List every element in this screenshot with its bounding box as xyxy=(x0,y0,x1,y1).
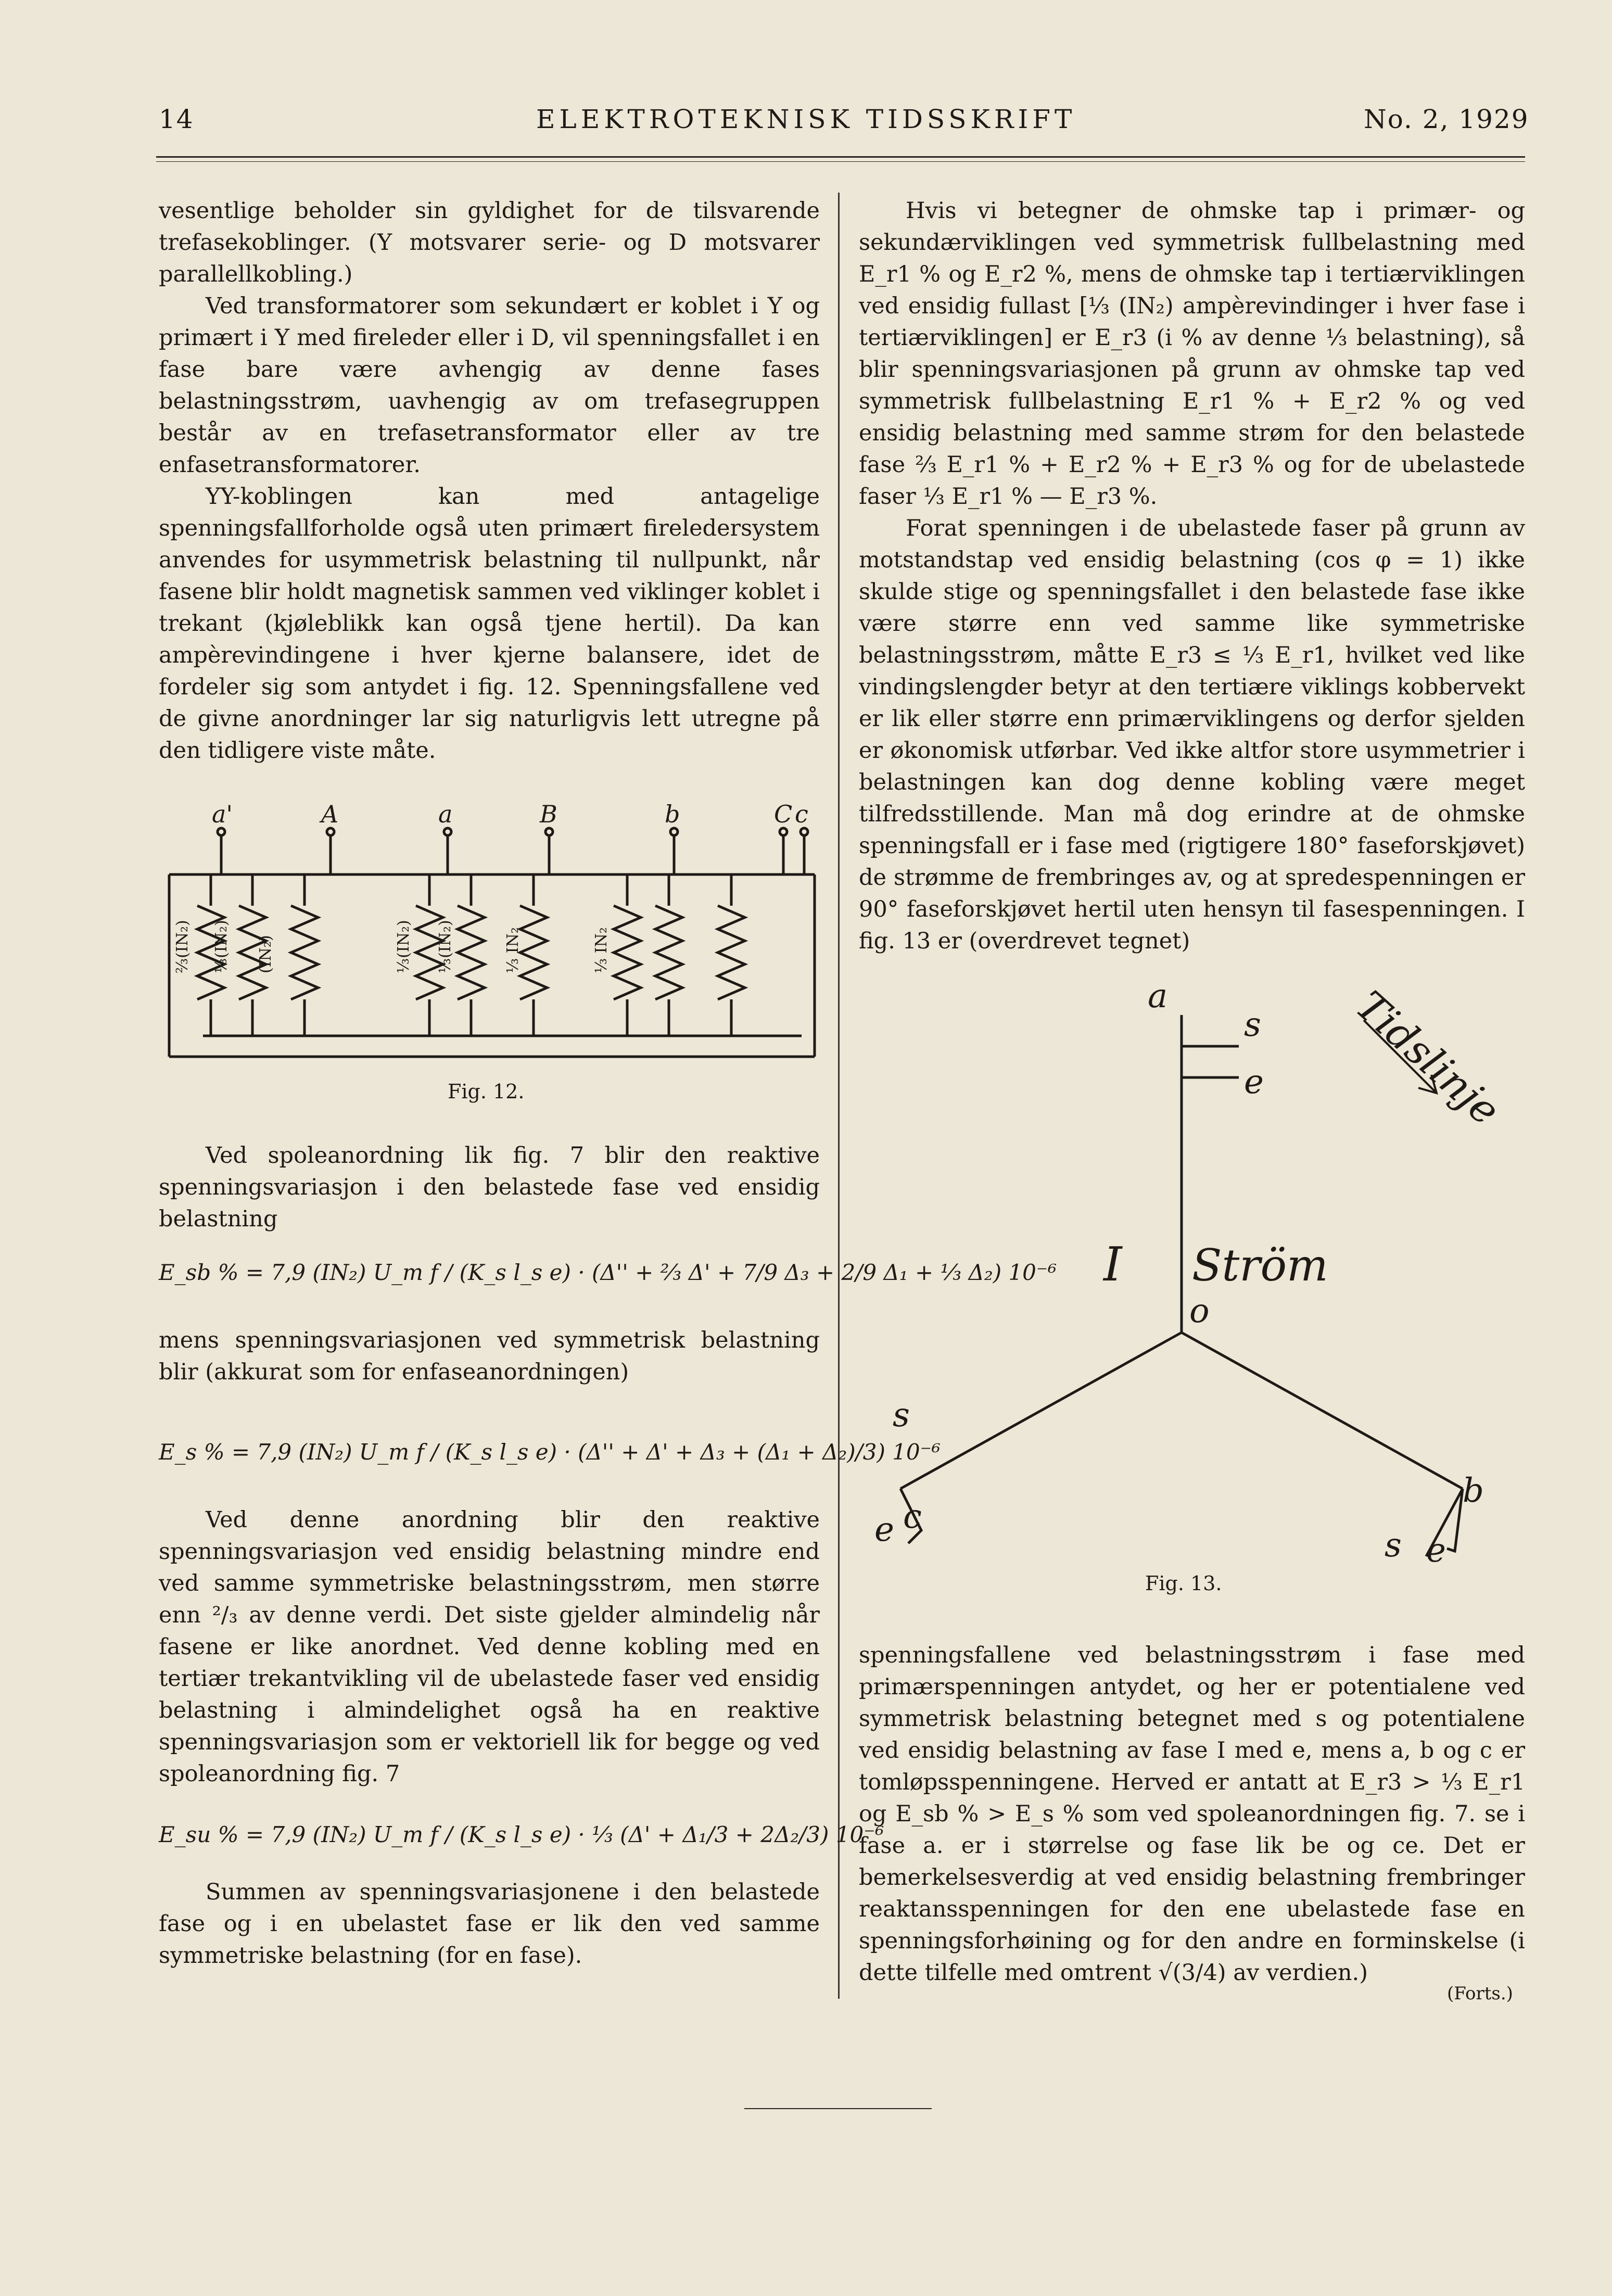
fig12-terminal-dot-1 xyxy=(327,828,334,835)
fig13-label-s-c: s xyxy=(893,1396,910,1435)
equation-es: E_s % = 7,9 (IN₂) U_m f / (K_s l_s e) · (Δ'' + Δ' + Δ₃ + (Δ₁ + Δ₂)/3) 10⁻⁶ xyxy=(159,1439,941,1465)
fig13-label-tidslinje: Tidslinje xyxy=(1347,982,1509,1135)
fig13-label-e-b: e xyxy=(1426,1531,1446,1570)
vector-c xyxy=(900,1333,1182,1489)
fig13-label-origin: o xyxy=(1189,1292,1210,1330)
fig12-coil-8 xyxy=(718,906,745,999)
bottom-rule xyxy=(744,2108,932,2109)
right-paragraph-3: spenningsfallene ved belastningsstrøm i fase med primærspenningen antydet, og her er potentialene ved symmetrisk belastning betegnet med s og potentialene ved ensidig belastning av fase I med e, mens a, b og c er tomløpsspenningene. Herved er antatt at E_r3 > ⅓ E_r1 og E_sb % > E_s % som ved spoleanordningen fig. 7. se i fase a. er i størrelse og fase lik be og ce. Det er bemerkelsesverdig at ved ensidig belastning frembringer reaktansspenningen for den ene ubelastede fase en spenningsforhøining og for den andre en forminskelse (i dette tilfelle med omtrent √(3/4) av verdien.) xyxy=(859,1642,1525,1986)
fig12-coil-label-1: ⅓(IN₂) xyxy=(212,920,231,973)
vector-b xyxy=(1182,1333,1463,1489)
fig12-coil-7 xyxy=(655,906,682,999)
left-paragraph-4-block xyxy=(159,1140,820,1235)
left-paragraph-6: Ved denne anordning blir den reaktive spenningsvariasjon ved ensidig belastning mindre end ved samme symmetriske belastningsstrøm, men større enn ²/₃ av denne verdi. Det siste gjelder almindelig når fasene er like anordnet. Ved denne kobling med en tertiær trekantvikling vil de ubelastede faser ved ensidig belastning i almindelighet også ha en reaktive spenningsvariasjon som er vektoriell lik for begge og ved spoleanordning fig. 7 xyxy=(159,1507,820,1787)
continued-label: (Forts.) xyxy=(1447,1983,1513,2004)
fig12-circuit-diagram xyxy=(159,802,825,1093)
equation-esu: E_su % = 7,9 (IN₂) U_m f / (K_s l_s e) · ⅓ (Δ' + Δ₁/3 + 2Δ₂/3) 10⁻⁶ xyxy=(159,1822,884,1847)
left-paragraph-7-block xyxy=(159,1876,820,1972)
left-paragraph-3: YY-koblingen kan med antagelige spenningsfallforholde også uten primært fireledersystem anvendes for usymmetrisk belastning til nullpunkt, når fasene blir holdt magnetisk sammen ved viklinger koblet i trekant (kjøleblikk kan også tjene hertil). Da kan ampèrevindingene i hver kjerne balansere, idet de fordeler sig som antydet i fig. 12. Spenningsfallene ved de givne anordninger lar sig naturligvis lett utregne på den tidligere viste måte. xyxy=(159,484,820,764)
fig13-label-current: I xyxy=(1103,1237,1122,1292)
right-paragraph-1: Hvis vi betegner de ohmske tap i primær- og sekundærviklingen ved symmetrisk fullbelastning med E_r1 % og E_r2 %, mens de ohmske tap i tertiærviklingen ved ensidig fullast [⅓ (IN₂) ampèrevindinger i hver fase i tertiærviklingen] er E_r3 (i % av denne ⅓ belastning), så blir spenningsvariasjonen på grunn av ohmske tap ved symmetrisk fullbelastning E_r1 % + E_r2 % og ved ensidig belastning med samme strøm for den belastede fase ⅔ E_r1 % + E_r2 % + E_r3 % og for de ubelastede faser ⅓ E_r1 % — E_r3 %. xyxy=(859,198,1525,510)
fig12-coil-label-0: ⅔(IN₂) xyxy=(173,920,192,973)
fig13-label-s-b: s xyxy=(1385,1526,1402,1565)
fig13-caption: Fig. 13. xyxy=(1145,1572,1222,1595)
page-number: 14 xyxy=(159,104,194,134)
fig13-vector-diagram xyxy=(843,958,1525,1598)
left-paragraph-5: mens spenningsvariasjonen ved symmetrisk belastning blir (akkurat som for enfaseanordningen) xyxy=(159,1327,820,1385)
fig13-label-e-c: e xyxy=(874,1511,894,1549)
fig12-coil-label-4: ⅓(IN₂) xyxy=(436,920,454,973)
left-paragraph-6-block xyxy=(159,1504,820,1790)
fig12-terminal-dot-5 xyxy=(780,828,787,835)
fig12-coil-4 xyxy=(458,906,485,999)
fig12-terminal-4: b xyxy=(665,802,680,828)
left-column-top xyxy=(159,195,820,767)
fig12-coil-label-3: ⅓(IN₂) xyxy=(395,920,413,973)
fig13-label-c: c xyxy=(903,1498,922,1536)
fig12-terminal-6: c xyxy=(795,802,808,828)
fig12-terminal-dot-3 xyxy=(545,828,553,835)
column-separator xyxy=(838,193,840,1999)
left-paragraph-4: Ved spoleanordning lik fig. 7 blir den reaktive spenningsvariasjon i den belastede fase ved ensidig belastning xyxy=(159,1143,820,1232)
fig12-terminal-0: a' xyxy=(212,802,233,828)
fig12-terminal-dot-2 xyxy=(444,828,451,835)
left-paragraph-7: Summen av spenningsvariasjonene i den belastede fase og i en ubelastet fase er lik den ved samme symmetriske belastning (for en fase). xyxy=(159,1879,820,1969)
fig13-label-strom: Ström xyxy=(1192,1240,1328,1291)
left-paragraph-5-block xyxy=(159,1325,820,1388)
fig12-coil-2 xyxy=(291,906,318,999)
fig12-terminal-dot-0 xyxy=(218,828,225,835)
right-paragraph-2: Forat spenningen i de ubelastede faser på grunn av motstandstap ved ensidig belastning (cos φ = 1) ikke skulde stige og spenningsfallet i den belastede fase ikke være større enn ved samme like symmetriske belastningsstrøm, måtte E_r3 ≤ ⅓ E_r1, hvilket ved like vindingslengder betyr at den tertiære viklings kobbervekt er lik eller større enn primærviklingens og derfor sjelden er økonomisk utførbar. Ved ikke altfor store usymmetrier i belastningen kan dog denne kobling være meget tilfredsstillende. Man må dog erindre at de ohmske spenningsfall er i fase med (rigtigere 180° faseforskjøvet) de strømme de frembringes av, og at spredespenningen er 90° faseforskjøvet hertil uten hensyn til fasespenningen. I fig. 13 er (overdrevet tegnet) xyxy=(859,515,1525,954)
fig13-label-b: b xyxy=(1463,1472,1484,1510)
fig12-terminal-1: A xyxy=(321,802,339,828)
fig12-coil-label-6: ⅓ IN₂ xyxy=(592,927,611,973)
fig12-coil-5 xyxy=(520,906,547,999)
header-rule xyxy=(156,156,1525,158)
fig13-label-e: e xyxy=(1244,1063,1264,1101)
fig12-terminal-2: a xyxy=(438,802,453,828)
issue-label: No. 2, 1929 xyxy=(1364,104,1529,134)
vector-b-drop xyxy=(1447,1489,1463,1551)
fig12-terminal-5: C xyxy=(774,802,793,828)
fig12-terminal-3: B xyxy=(540,802,557,828)
fig13-label-a: a xyxy=(1148,977,1168,1016)
fig12-caption: Fig. 12. xyxy=(448,1080,525,1103)
right-column-bottom xyxy=(859,1640,1525,1989)
right-column-top xyxy=(859,195,1525,957)
left-paragraph-2: Ved transformatorer som sekundært er koblet i Y og primært i Y med fireleder eller i D, vil spenningsfallet i en fase bare være avhengig av denne fases belastningsstrøm, uavhengig av om trefasegruppen består av en trefasetransformator eller av tre enfasetransformatorer. xyxy=(159,293,820,478)
fig12-coil-label-5: ⅓ IN₂ xyxy=(504,927,522,973)
fig12-terminal-dot-6 xyxy=(801,828,808,835)
left-paragraph-1: vesentlige beholder sin gyldighet for de tilsvarende trefasekoblinger. (Y motsvarer serie- og D motsvarer parallellkobling.) xyxy=(159,198,820,287)
fig13-label-s: s xyxy=(1244,1006,1261,1044)
fig12-terminal-dot-4 xyxy=(670,828,678,835)
fig12-coil-6 xyxy=(614,906,641,999)
journal-title: ELEKTROTEKNISK TIDSSKRIFT xyxy=(536,104,1076,134)
header-rule-thin xyxy=(156,161,1525,162)
fig12-coil-label-2: (IN₂) xyxy=(257,935,275,973)
equation-esb: E_sb % = 7,9 (IN₂) U_m f / (K_s l_s e) · (Δ'' + ⅔ Δ' + 7/9 Δ₃ + 2/9 Δ₁ + ⅓ Δ₂) 10⁻⁶ xyxy=(159,1260,1057,1285)
